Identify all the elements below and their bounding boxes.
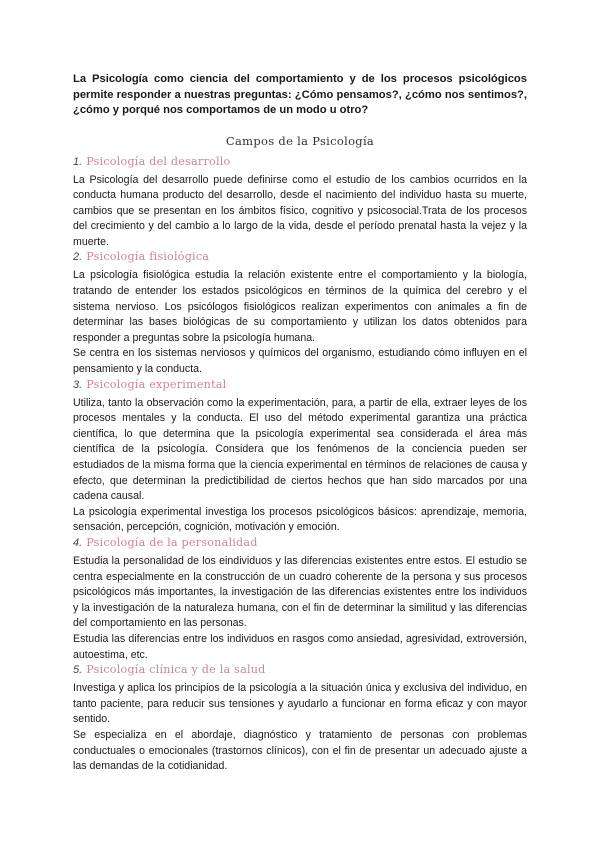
section-title: Psicología fisiológica [86,250,210,264]
section-heading [73,378,527,396]
intro-paragraph: La Psicología como ciencia del comportamiento y de los procesos psicológicos permite responder a nuestras preguntas: ¿Cómo pensamos?, ¿cómo nos sentimos?, ¿cómo y porqué nos comportamos de un modo u otro? [73,73,527,116]
section-paragraph: Se especializa en el abordaje, diagnóstico y tratamiento de personas con problemas conductuales o emocionales (trastornos clínicos), con el fin de presentar un adecuado ajuste a las demandas de la cotidianidad. [73,728,527,773]
section-desarrollo [73,155,527,251]
section-paragraph: Utiliza, tanto la observación como la experimentación, para, a partir de ella, extraer leyes de los procesos mentales y la conducta. El uso del método experimental garantiza una práctica científica, lo que determina que la psicología experimental sea considerada el área más científica de la psicología. Considera que los fenómenos de la conciencia pueden ser estudiados de la misma forma que la ciencia experimental en términos de relaciones de causa y efecto, que determinan la predictibilidad de ciertos hechos que han sido marcados por una cadena causal. [73,396,527,503]
section-paragraph: Se centra en los sistemas nerviosos y químicos del organismo, estudiando cómo influyen en el pensamiento y la conducta. [73,347,527,376]
section-heading [73,155,527,173]
section-clinica [73,663,527,775]
section-paragraph: Estudia las diferencias entre los individuos en rasgos como ansiedad, agresividad, extroversión, autoestima, etc. [73,632,527,661]
section-number: 4. [73,536,83,549]
section-title: Psicología del desarrollo [86,154,231,168]
section-paragraph: Investiga y aplica los principios de la psicología a la situación única y exclusiva del individuo, en tanto paciente, para reducir sus tensiones y ayudarlo a funcionar en forma eficaz y con mayor sentido. [73,682,527,726]
section-title: Psicología clínica y de la salud [86,663,266,677]
section-paragraph: Estudia la personalidad de los eindividuos y las diferencias existentes entre estos. El estudio se centra especialmente en la construcción de un cuadro coherente de la persona y sus procesos psicológicos más importantes, la investigación de las diferencias existentes entre los individuos y la investigación de la naturaleza humana, con el fin de determinar la similitud y las diferencias del comportamiento en las personas. [73,554,527,630]
section-paragraph: La Psicología del desarrollo puede definirse como el estudio de los cambios ocurridos en la conducta humana producto del desarrollo, desde el nacimiento del individuo hasta su muerte, cambios que se presentan en los ámbitos físico, cognitivo y psicosocial.Trata de los procesos del crecimiento y del cambio a lo largo de la vida, desde el período prenatal hasta la vejez y la muerte. [73,173,527,248]
section-heading [73,536,527,554]
section-title: Psicología experimental [86,377,227,391]
section-number: 2. [73,251,83,264]
section-number: 3. [73,378,83,391]
section-personalidad [73,536,527,663]
section-number: 5. [73,664,83,677]
section-heading [73,663,527,681]
section-paragraph: La psicología fisiológica estudia la relación existente entre el comportamiento y la biología, tratando de entender los estados psicológicos en términos de la química del cerebro y el sistema nervioso. Los psicólogos fisiológicos realizan experimentos con animales a fin de determinar las bases biológicas de su comportamiento y utilizan los datos obtenidos para responder a preguntas sobre la psicología humana. [73,269,527,344]
section-paragraph: La psicología experimental investiga los procesos psicológicos básicos: aprendizaje, memoria, sensación, percepción, cognición, motivación y emoción. [73,505,527,534]
section-title: Psicología de la personalidad [86,535,258,549]
section-heading [73,250,527,268]
section-experimental [73,378,527,536]
section-number: 1. [73,155,83,168]
document-title: Campos de la Psicología [225,133,375,148]
section-fisiologica [73,250,527,377]
